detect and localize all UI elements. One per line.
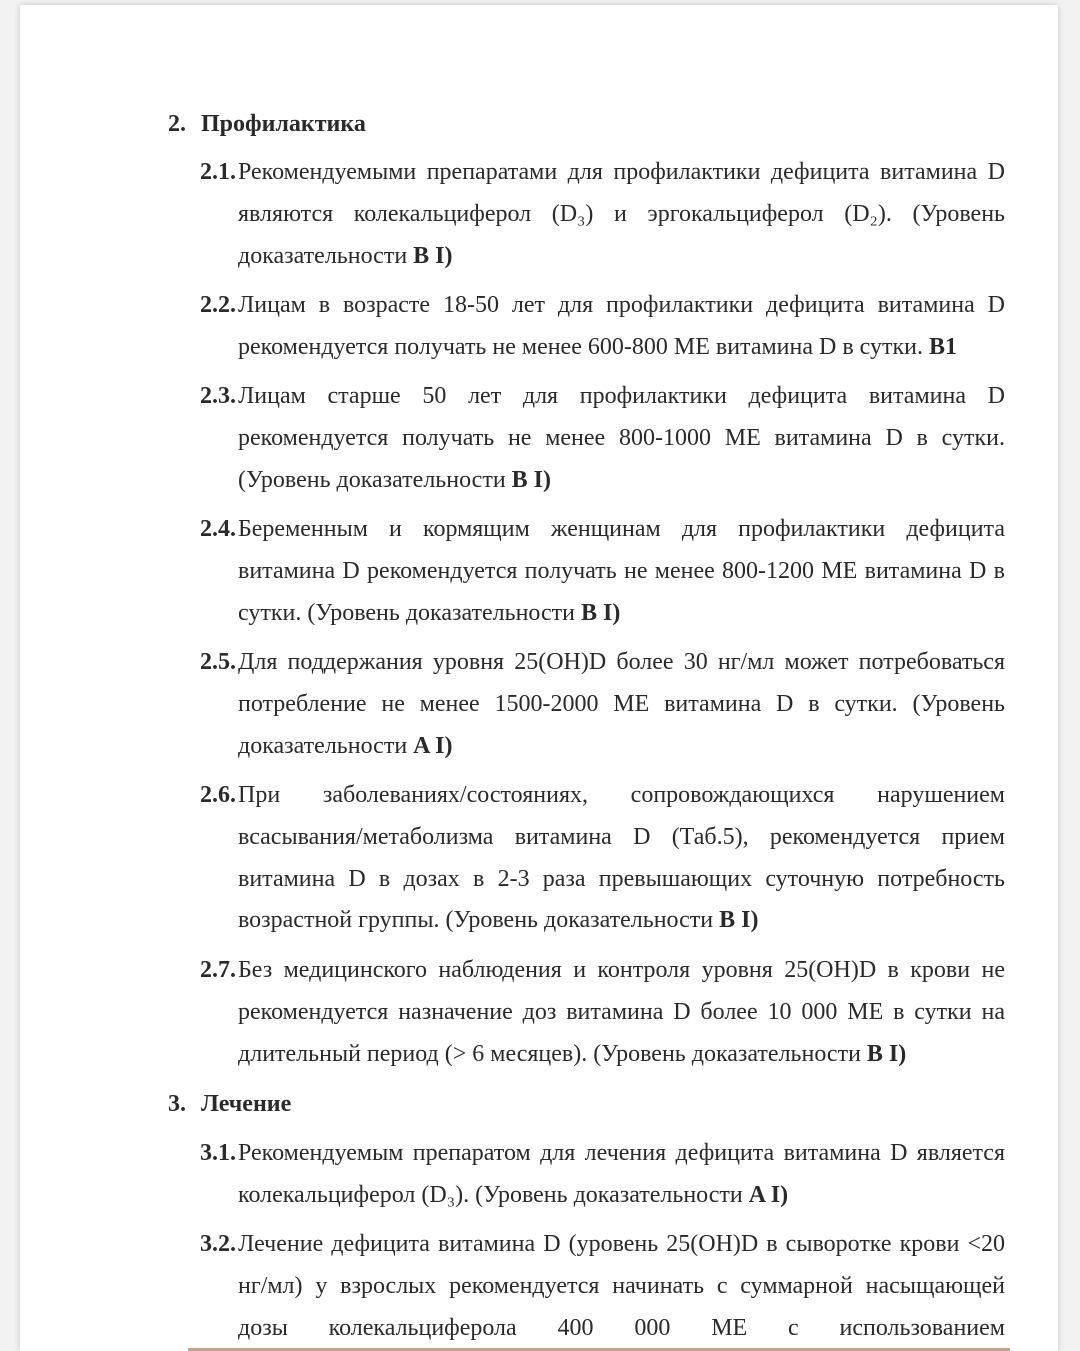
item-number: 3.2. (200, 1231, 236, 1257)
evidence-grade: A I) (748, 1181, 789, 1208)
item-text: Лицам в возрасте 18-50 лет для профилактики дефицита витамина D рекомендуется получать не менее 600-800 МЕ витамина D в сутки. B1 (238, 292, 1005, 360)
item-number: 2.3. (200, 383, 236, 409)
item-text: Беременным и кормящим женщинам для профилактики дефицита витамина D рекомендуется получать не менее 800-1200 МЕ витамина D в сутки. (Уровень доказательности B I) (238, 516, 1005, 626)
item-text: Рекомендуемым препаратом для лечения дефицита витамина D является колекальциферол (D₃). (Уровень доказательности A I) (238, 1140, 1005, 1208)
item-number: 2.7. (200, 957, 236, 983)
list-item (200, 285, 1005, 369)
list-item (200, 642, 1005, 767)
list-item (200, 950, 1005, 1075)
item-text: Лицам старше 50 лет для профилактики дефицита витамина D рекомендуется получать не менее 800-1000 МЕ витамина D в сутки. (Уровень доказательности B I) (238, 383, 1005, 493)
evidence-grade: B I) (413, 242, 453, 269)
list-item (200, 1133, 1005, 1217)
list-item (200, 775, 1005, 942)
item-number: 2.2. (200, 292, 236, 318)
section-heading-prevention (168, 109, 366, 139)
list-item (200, 376, 1005, 501)
item-number: 2.5. (200, 649, 236, 675)
item-number: 2.4. (200, 516, 236, 542)
evidence-grade: B1 (928, 333, 957, 360)
item-text: Без медицинского наблюдения и контроля уровня 25(OH)D в крови не рекомендуется назначение доз витамина D более 10 000 МЕ в сутки на длительный период (> 6 месяцев). (Уровень доказательности B I) (238, 957, 1005, 1067)
item-text: При заболеваниях/состояниях, сопровождающихся нарушением всасывания/метаболизма витамина D (Таб.5), рекомендуется прием витамина D в дозах в 2-3 раза превышающих суточную потребность возрастной группы. (Уровень доказательности B I) (238, 782, 1005, 934)
evidence-grade: B I) (511, 466, 552, 493)
item-number: 3.1. (200, 1140, 236, 1166)
section-heading-treatment (168, 1089, 291, 1119)
evidence-grade: A I) (413, 732, 453, 759)
item-text: Лечение дефицита витамина D (уровень 25(OH)D в сыворотке крови <20 нг/мл) у взрослых рекомендуется начинать с суммарной насыщающей дозы колекальциферола 400 000 МЕ с использованием (238, 1231, 1005, 1341)
evidence-grade: B I) (866, 1040, 907, 1067)
document-page (20, 5, 1058, 1351)
item-number: 2.1. (200, 159, 236, 185)
list-item (200, 509, 1005, 634)
section-number: 3. (168, 1091, 186, 1117)
list-item (200, 1224, 1005, 1349)
evidence-grade: B I) (719, 907, 759, 934)
item-text: Для поддержания уровня 25(OH)D более 30 нг/мл может потребоваться потребление не менее 1500-2000 МЕ витамина D в сутки. (Уровень доказательности A I) (238, 649, 1005, 759)
evidence-grade: B I) (581, 599, 621, 626)
item-text: Рекомендуемыми препаратами для профилактики дефицита витамина D являются колекальциферол (D₃) и эргокальциферол (D₂). (Уровень доказательности B I) (238, 159, 1005, 269)
section-title: Профилактика (201, 111, 366, 137)
section-number: 2. (168, 111, 186, 137)
list-item (200, 152, 1005, 277)
section-title: Лечение (201, 1091, 292, 1117)
item-number: 2.6. (200, 782, 236, 808)
